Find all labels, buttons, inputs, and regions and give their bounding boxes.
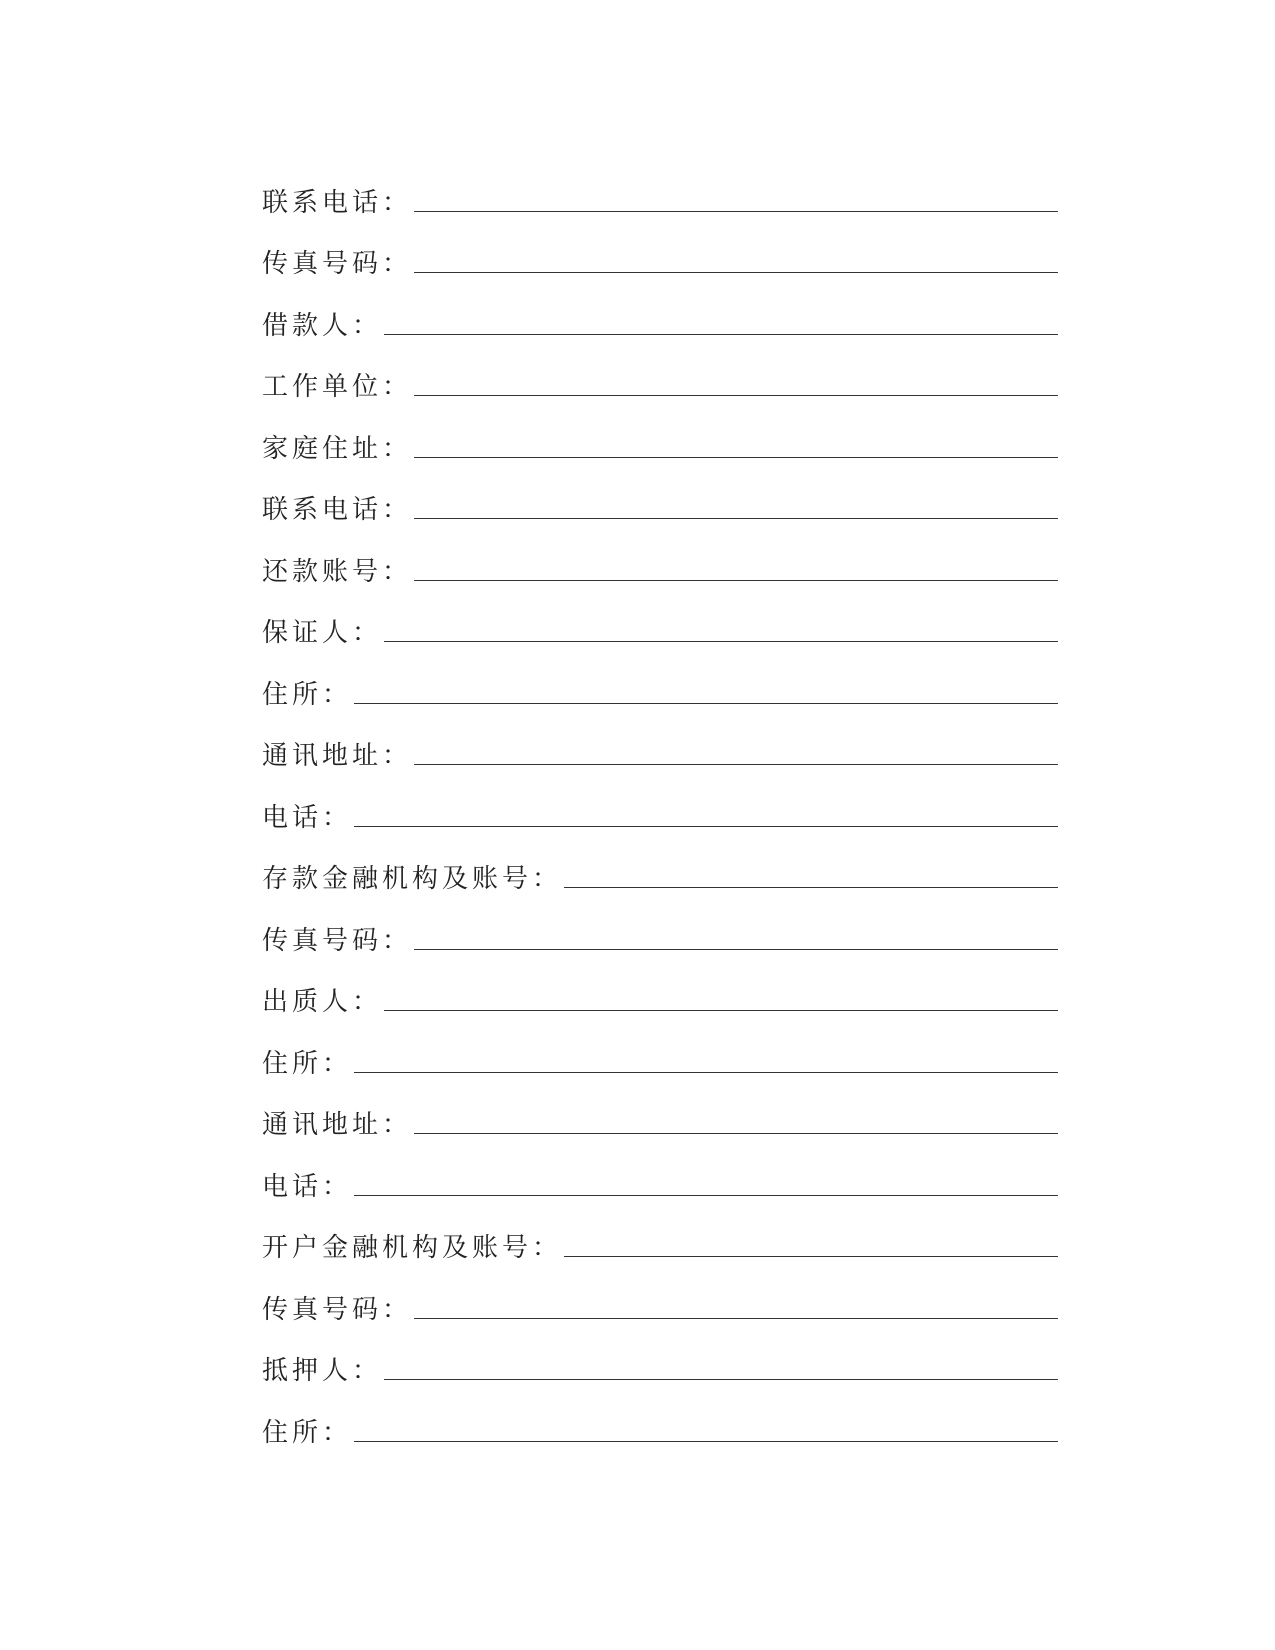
field-row-employer	[262, 351, 1058, 413]
field-label: 传真号码：	[262, 1294, 413, 1325]
field-label: 还款账号：	[262, 556, 413, 587]
field-label: 工作单位：	[262, 372, 413, 402]
field-label: 存款金融机构及账号：	[262, 864, 563, 894]
fill-in-line	[354, 1441, 1058, 1442]
field-label: 开户金融机构及账号：	[262, 1233, 563, 1263]
contract-party-form	[262, 166, 1058, 1458]
field-row-domicile	[262, 1396, 1058, 1458]
field-row-contact-phone	[262, 166, 1058, 228]
field-label: 出质人：	[262, 987, 383, 1017]
field-row-bank-institution-account	[262, 1212, 1058, 1274]
fill-in-line	[414, 457, 1058, 458]
field-row-fax-number	[262, 228, 1058, 290]
field-row-mailing-address	[262, 1089, 1058, 1151]
field-label: 住所：	[262, 1417, 353, 1448]
fill-in-line	[414, 1133, 1058, 1134]
field-row-home-address	[262, 412, 1058, 474]
field-label: 电话：	[262, 1171, 353, 1202]
fill-in-line	[564, 887, 1058, 888]
fill-in-line	[414, 272, 1058, 273]
fill-in-line	[414, 764, 1058, 765]
fill-in-line	[414, 518, 1058, 519]
fill-in-line	[414, 949, 1058, 950]
fill-in-line	[384, 641, 1058, 642]
fill-in-line	[384, 1379, 1058, 1380]
field-label: 联系电话：	[262, 495, 413, 525]
field-row-repayment-account	[262, 535, 1058, 597]
fill-in-line	[354, 1195, 1058, 1196]
fill-in-line	[354, 703, 1058, 704]
field-row-mortgagor	[262, 1335, 1058, 1397]
field-row-borrower	[262, 289, 1058, 351]
field-label: 传真号码：	[262, 925, 413, 956]
field-label: 住所：	[262, 1048, 353, 1079]
field-label: 住所：	[262, 679, 353, 710]
fill-in-line	[354, 1072, 1058, 1073]
fill-in-line	[564, 1256, 1058, 1257]
field-label: 传真号码：	[262, 249, 413, 279]
fill-in-line	[384, 334, 1058, 335]
field-row-contact-phone	[262, 474, 1058, 536]
field-row-domicile	[262, 658, 1058, 720]
fill-in-line	[414, 395, 1058, 396]
field-row-pledgor	[262, 966, 1058, 1028]
field-label: 通讯地址：	[262, 1110, 413, 1140]
field-row-domicile	[262, 1027, 1058, 1089]
field-row-mailing-address	[262, 720, 1058, 782]
fill-in-line	[414, 580, 1058, 581]
field-label: 联系电话：	[262, 187, 413, 218]
fill-in-line	[414, 1318, 1058, 1319]
field-row-phone	[262, 1150, 1058, 1212]
fill-in-line	[354, 826, 1058, 827]
fill-in-line	[384, 1010, 1058, 1011]
field-label: 通讯地址：	[262, 741, 413, 771]
field-label: 家庭住址：	[262, 433, 413, 464]
field-label: 借款人：	[262, 310, 383, 341]
field-label: 抵押人：	[262, 1356, 383, 1386]
field-row-phone	[262, 781, 1058, 843]
field-label: 保证人：	[262, 618, 383, 648]
field-row-guarantor	[262, 597, 1058, 659]
field-label: 电话：	[262, 802, 353, 833]
fill-in-line	[414, 211, 1058, 212]
field-row-deposit-institution-account	[262, 843, 1058, 905]
field-row-fax-number	[262, 1273, 1058, 1335]
field-row-fax-number	[262, 904, 1058, 966]
